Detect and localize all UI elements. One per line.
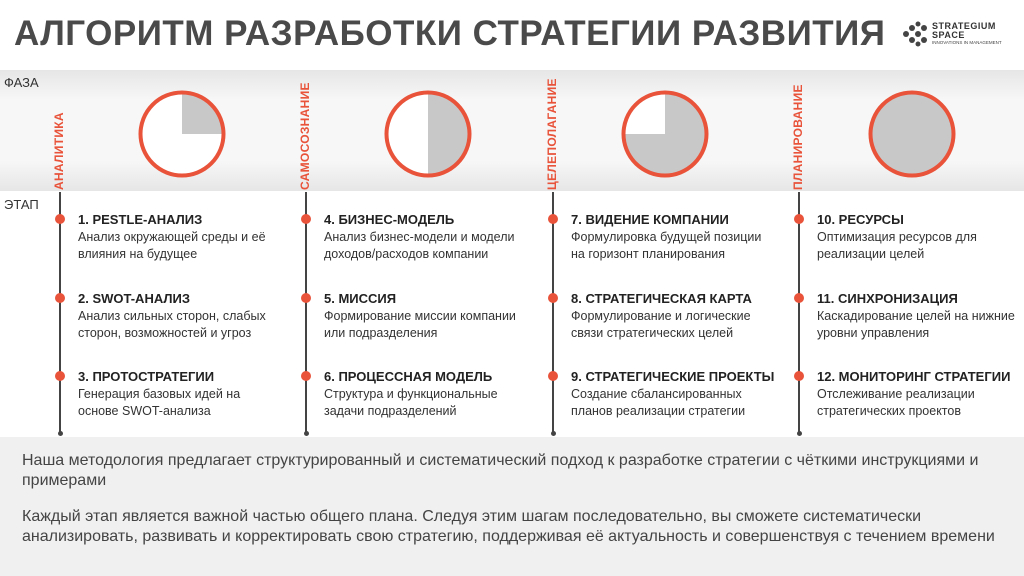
phase-row-label: ФАЗА xyxy=(4,75,39,90)
step-title: 7. ВИДЕНИЕ КОМПАНИИ xyxy=(571,212,729,227)
step-description: Формулирование и логические связи стратегических целей xyxy=(571,309,751,340)
step-title: 4. БИЗНЕС-МОДЕЛЬ xyxy=(324,212,455,227)
step-marker-dot xyxy=(548,214,558,224)
timeline-line-3 xyxy=(552,192,554,434)
timeline-line-4 xyxy=(798,192,800,434)
page-title: АЛГОРИТМ РАЗРАБОТКИ СТРАТЕГИИ РАЗВИТИЯ xyxy=(14,14,886,53)
phase-progress-pie-2 xyxy=(382,88,474,180)
step-marker-dot xyxy=(55,371,65,381)
logo-text-1: STRATEGIUM xyxy=(932,21,996,31)
pie-filled-slice xyxy=(428,94,469,175)
step-marker-dot xyxy=(301,293,311,303)
step-title: 8. СТРАТЕГИЧЕСКАЯ КАРТА xyxy=(571,291,752,306)
phase-progress-pie-1 xyxy=(136,88,228,180)
phase-name-3: ЦЕЛЕПОЛАГАНИЕ xyxy=(545,78,559,190)
step-marker-dot xyxy=(794,293,804,303)
timeline-line-2 xyxy=(305,192,307,434)
step-marker-dot xyxy=(55,293,65,303)
step-title: 10. РЕСУРСЫ xyxy=(817,212,904,227)
step-description: Формирование миссии компании или подразделения xyxy=(324,309,516,340)
step-marker-dot xyxy=(301,214,311,224)
phase-progress-pie-4 xyxy=(866,88,958,180)
footer-paragraph-2: Каждый этап является важной частью общего плана. Следуя этим шагам последовательно, вы сможете систематически анализировать, развивать и корректировать свою стратегию, поддерживая её актуальность и совершенствуя с течением времени xyxy=(22,508,995,545)
step-marker-dot xyxy=(301,371,311,381)
step-title: 9. СТРАТЕГИЧЕСКИЕ ПРОЕКТЫ xyxy=(571,369,775,384)
timeline-end-dot xyxy=(58,431,63,436)
phase-name-4: ПЛАНИРОВАНИЕ xyxy=(791,84,805,190)
step-description: Оптимизация ресурсов для реализации целей xyxy=(817,230,977,261)
logo-text-3: INNOVATIONS IN MANAGEMENT xyxy=(932,40,1002,45)
step-description: Отслеживание реализации стратегических проектов xyxy=(817,387,975,418)
logo-dots-icon xyxy=(902,20,930,48)
phase-progress-pie-3 xyxy=(619,88,711,180)
step-description: Формулировка будущей позиции на горизонт планирования xyxy=(571,230,762,261)
step-title: 5. МИССИЯ xyxy=(324,291,397,306)
step-title: 11. СИНХРОНИЗАЦИЯ xyxy=(817,291,958,306)
step-description: Анализ сильных сторон, слабых сторон, возможностей и угроз xyxy=(78,309,266,340)
step-marker-dot xyxy=(55,214,65,224)
step-title: 3. ПРОТОСТРАТЕГИИ xyxy=(78,369,215,384)
step-description: Анализ окружающей среды и её влияния на будущее xyxy=(78,230,266,261)
step-title: 1. PESTLE-АНАЛИЗ xyxy=(78,212,203,227)
logo xyxy=(902,20,1022,50)
step-marker-dot xyxy=(794,371,804,381)
timeline-line-1 xyxy=(59,192,61,434)
step-marker-dot xyxy=(548,293,558,303)
timeline-end-dot xyxy=(797,431,802,436)
step-title: 2. SWOT-АНАЛИЗ xyxy=(78,291,190,306)
step-description: Генерация базовых идей на основе SWOT-анализа xyxy=(78,387,241,418)
logo-text-2: SPACE xyxy=(932,30,965,40)
step-description: Структура и функциональные задачи подразделений xyxy=(324,387,498,418)
step-title: 12. МОНИТОРИНГ СТРАТЕГИИ xyxy=(817,369,1011,384)
step-marker-dot xyxy=(548,371,558,381)
footer-paragraph-1: Наша методология предлагает структурированный и систематический подход к разработке стратегии с чёткими инструкциями и примерами xyxy=(22,452,979,489)
footer-panel xyxy=(0,437,1024,576)
phase-name-1: АНАЛИТИКА xyxy=(52,112,66,190)
step-title: 6. ПРОЦЕССНАЯ МОДЕЛЬ xyxy=(324,369,493,384)
step-description: Каскадирование целей на нижние уровни управления xyxy=(817,309,1015,340)
step-description: Создание сбалансированных планов реализации стратегии xyxy=(571,387,746,418)
step-description: Анализ бизнес-модели и модели доходов/расходов компании xyxy=(324,230,515,261)
stage-row-label: ЭТАП xyxy=(4,197,39,212)
phase-name-2: САМОСОЗНАНИЕ xyxy=(298,82,312,190)
timeline-end-dot xyxy=(304,431,309,436)
step-marker-dot xyxy=(794,214,804,224)
timeline-end-dot xyxy=(551,431,556,436)
